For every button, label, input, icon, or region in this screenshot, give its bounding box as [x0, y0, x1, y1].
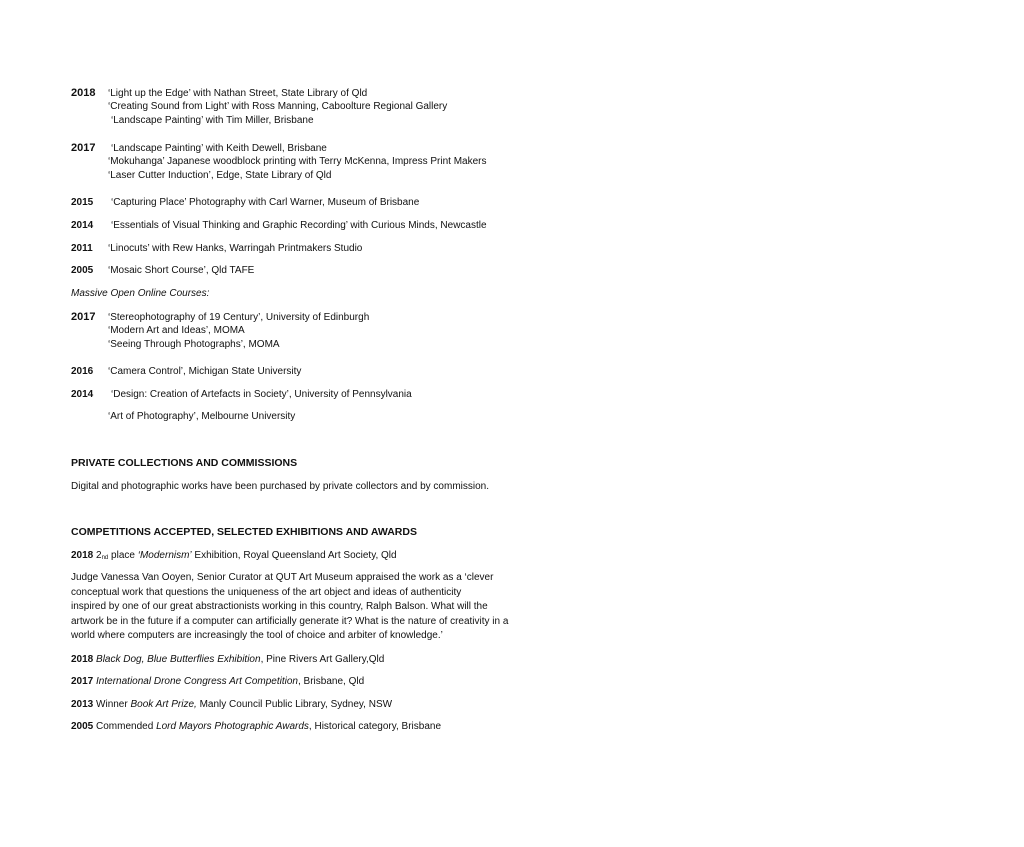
judge-quote	[71, 571, 541, 644]
workshop-item: ‘Landscape Painting’ with Tim Miller, Brisbane	[111, 115, 314, 126]
judge-quote-line: artwork be in the future if a computer can artificially generate it? What is the nature of creativity in a	[71, 615, 509, 627]
workshop-year: 2005	[71, 265, 94, 276]
competition-title: Black Dog, Blue Butterflies Exhibition	[96, 654, 261, 665]
competition-entry	[71, 676, 364, 688]
mooc-item: ‘Modern Art and Ideas’, MOMA	[108, 325, 245, 336]
workshop-year: 2015	[71, 197, 94, 208]
competition-year: 2018	[71, 550, 94, 561]
workshop-item: ‘Creating Sound from Light’ with Ross Manning, Caboolture Regional Gallery	[108, 101, 448, 112]
place-number: 2	[96, 550, 102, 561]
judge-quote-line: conceptual work that questions the uniqueness of the art object and ideas of authenticity	[71, 586, 462, 598]
workshop-year: 2017	[71, 142, 96, 154]
competition-entry	[71, 699, 392, 711]
workshop-year: 2011	[71, 243, 93, 254]
mooc-year: 2016	[71, 366, 94, 377]
mooc-item: ‘Seeing Through Photographs’, MOMA	[108, 339, 280, 350]
workshop-item: ‘Laser Cutter Induction’, Edge, State Library of Qld	[108, 170, 332, 181]
competition-year: 2018	[71, 654, 94, 665]
workshop-year: 2018	[71, 87, 96, 99]
competition-year: 2013	[71, 699, 94, 710]
private-collections-heading: PRIVATE COLLECTIONS AND COMMISSIONS	[71, 457, 298, 469]
mooc-year: 2017	[71, 311, 96, 323]
workshop-item: ‘Mokuhanga’ Japanese woodblock printing with Terry McKenna, Impress Print Makers	[108, 156, 487, 167]
competition-year: 2017	[71, 676, 94, 687]
competition-detail: Exhibition, Royal Queensland Art Society, Qld	[191, 550, 397, 561]
competition-prefix: Winner	[93, 699, 131, 710]
competition-entry	[71, 654, 384, 666]
competition-title: Book Art Prize,	[130, 699, 197, 710]
competition-detail: , Historical category, Brisbane	[308, 721, 442, 732]
competition-title: Lord Mayors Photographic Awards	[156, 721, 309, 732]
competition-detail: , Brisbane, Qld	[297, 676, 365, 687]
workshop-item: ‘Mosaic Short Course’, Qld TAFE	[108, 265, 255, 276]
place-suffix: nd	[101, 555, 109, 561]
competition-detail: Manly Council Public Library, Sydney, NSW	[196, 699, 393, 710]
private-collections-text: Digital and photographic works have been purchased by private collectors and by commission.	[71, 481, 490, 492]
mooc-year: 2014	[71, 389, 94, 400]
competitions-heading: COMPETITIONS ACCEPTED, SELECTED EXHIBITIONS AND AWARDS	[71, 526, 417, 538]
place-word: place	[108, 550, 138, 561]
workshop-item: ‘Essentials of Visual Thinking and Graphic Recording’ with Curious Minds, Newcastle	[111, 220, 487, 231]
workshop-item: ‘Linocuts’ with Rew Hanks, Warringah Printmakers Studio	[108, 243, 363, 254]
workshop-year: 2014	[71, 220, 94, 231]
competition-entry-modernism	[71, 550, 397, 563]
mooc-item: ‘Art of Photography’, Melbourne University	[108, 411, 296, 422]
workshop-item: ‘Landscape Painting’ with Keith Dewell, Brisbane	[111, 143, 327, 154]
mooc-label: Massive Open Online Courses:	[71, 288, 210, 299]
competition-detail: , Pine Rivers Art Gallery,Qld	[260, 654, 385, 665]
competition-prefix: Commended	[93, 721, 157, 732]
competition-title: International Drone Congress Art Competition	[96, 676, 298, 687]
workshop-item: ‘Light up the Edge’ with Nathan Street, State Library of Qld	[108, 88, 368, 99]
competition-title: ‘Modernism’	[137, 550, 192, 561]
competition-year: 2005	[71, 721, 94, 732]
mooc-item: ‘Camera Control’, Michigan State University	[108, 366, 302, 377]
judge-quote-line: Judge Vanessa Van Ooyen, Senior Curator at QUT Art Museum appraised the work as a ‘clever	[71, 572, 494, 583]
mooc-item: ‘Design: Creation of Artefacts in Society’, University of Pennsylvania	[111, 389, 412, 400]
workshop-item: ‘Capturing Place’ Photography with Carl Warner, Museum of Brisbane	[111, 197, 420, 208]
competition-entry	[71, 721, 441, 733]
judge-quote-line: inspired by one of our great abstractionists working in this country, Ralph Balson. What will the	[71, 601, 488, 613]
judge-quote-line: world where computers are increasingly the tool of choice and arbiter of knowledge.’	[71, 630, 443, 642]
mooc-item: ‘Stereophotography of 19 Century’, University of Edinburgh	[108, 312, 370, 323]
